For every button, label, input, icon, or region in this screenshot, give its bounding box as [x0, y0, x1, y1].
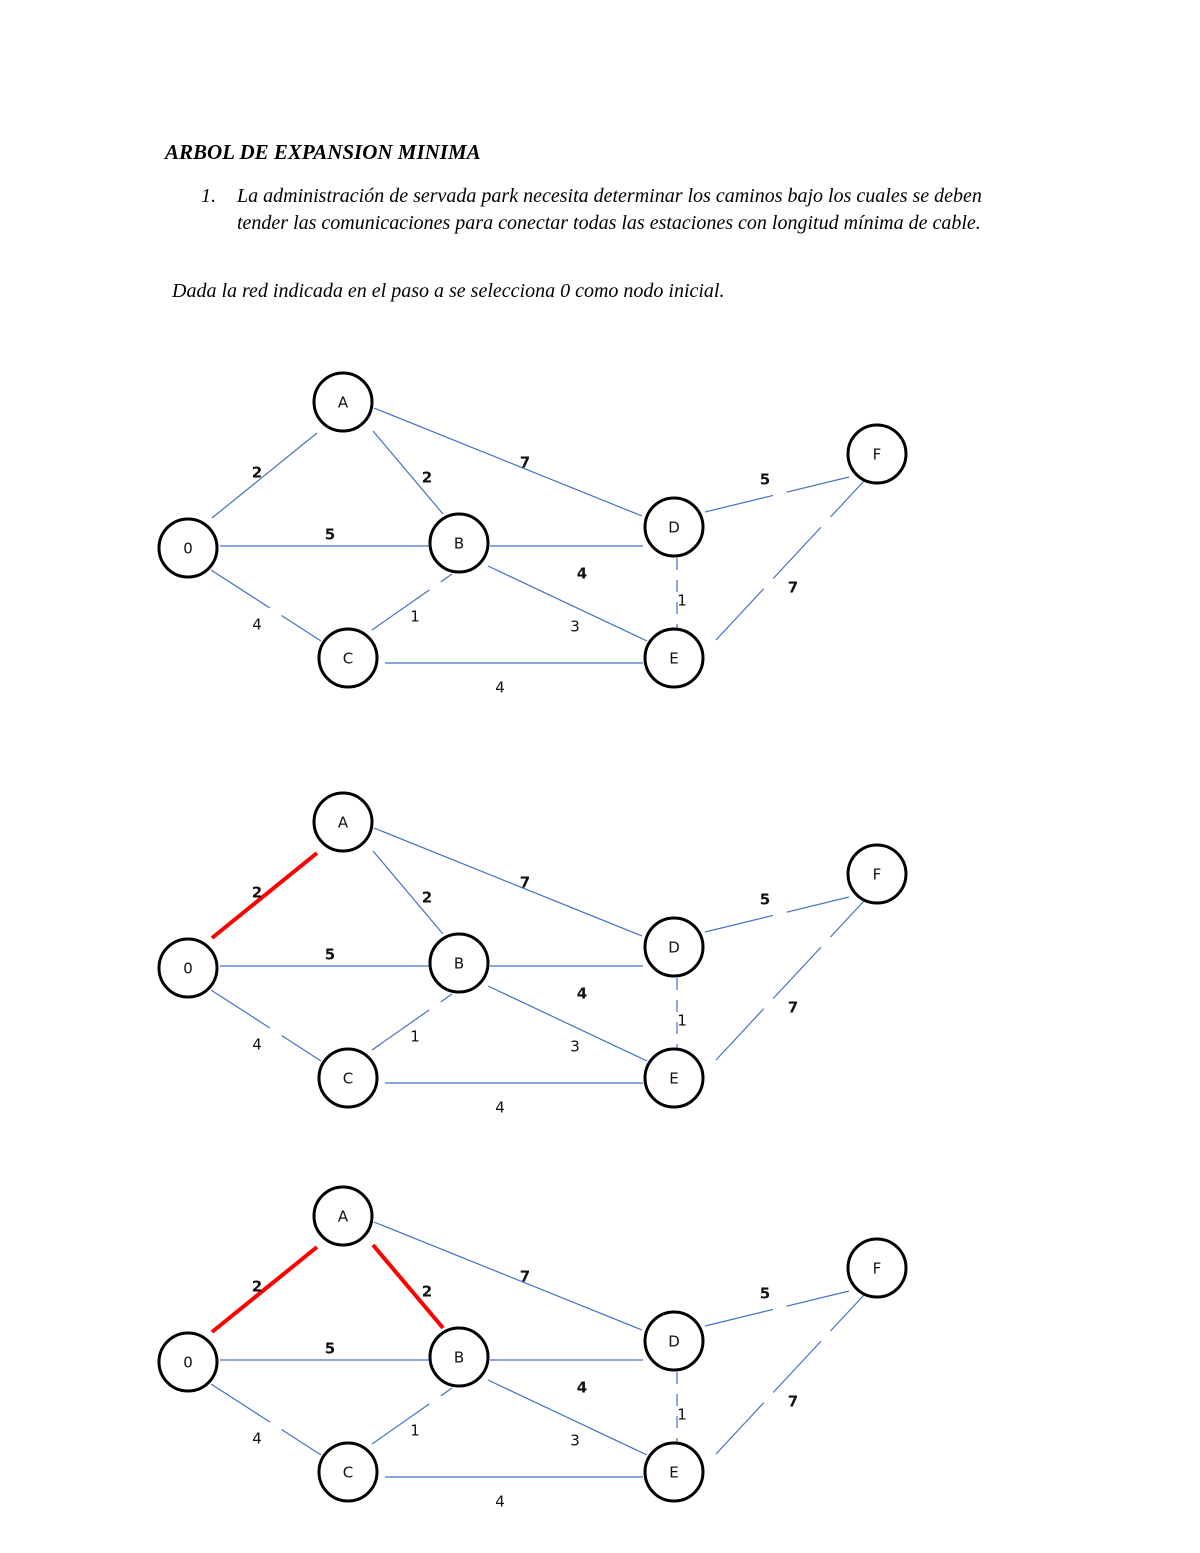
edge-weight-label: 1 [410, 1027, 420, 1046]
item-text: La administración de servada park necesita determinar los caminos bajo los cuales se deben tender las comunicaciones para conectar todas las estaciones con longitud mínima de cable. [237, 185, 982, 234]
edge-b-to-e [488, 566, 647, 641]
edge-weight-label: 4 [252, 1035, 262, 1054]
node-label: F [872, 1259, 882, 1278]
edge-weight-label: 4 [576, 984, 588, 1003]
edge-b-to-e [488, 1380, 647, 1455]
edge-0-to-c [211, 570, 321, 641]
edge-weight-label: 5 [324, 525, 336, 544]
node-label: A [337, 393, 349, 412]
network-diagram-step-1 [0, 360, 1200, 720]
edge-weight-label: 5 [759, 890, 771, 909]
edge-weight-label: 7 [787, 1392, 799, 1411]
node-label: E [669, 1463, 679, 1482]
edge-a-to-b [373, 1245, 443, 1328]
edge-weight-label: 4 [252, 1429, 262, 1448]
edge-a-to-b [373, 851, 443, 934]
numbered-item [201, 183, 1031, 237]
edge-0-to-c [211, 990, 321, 1061]
node-label: 0 [183, 1353, 193, 1372]
edge-weight-label: 4 [495, 1492, 505, 1511]
node-label: D [668, 1332, 680, 1351]
edge-weight-label: 2 [251, 463, 263, 482]
edge-weight-label: 4 [576, 564, 588, 583]
node-label: D [668, 938, 680, 957]
node-label: A [337, 1207, 349, 1226]
node-label: E [669, 1069, 679, 1088]
edge-weight-label: 1 [677, 591, 687, 610]
edge-a-to-d [374, 828, 642, 936]
edge-0-to-a [212, 1247, 317, 1332]
edge-weight-label: 1 [677, 1011, 687, 1030]
edge-weight-label: 2 [251, 1277, 263, 1296]
edge-weight-label: 2 [421, 468, 433, 487]
document-title: ARBOL DE EXPANSION MINIMA [165, 140, 481, 164]
node-label: E [669, 649, 679, 668]
node-label: 0 [183, 539, 193, 558]
item-number: 1. [201, 185, 216, 207]
network-diagram-step-2 [0, 780, 1200, 1140]
edge-a-to-b [373, 431, 443, 514]
intro-text: Dada la red indicada en el paso a se selecciona 0 como nodo inicial. [172, 280, 725, 302]
edge-0-to-a [212, 853, 317, 938]
edge-weight-label: 7 [519, 1267, 531, 1286]
node-label: 0 [183, 959, 193, 978]
node-label: B [453, 1348, 465, 1367]
node-label: F [872, 445, 882, 464]
edge-weight-label: 5 [324, 1339, 336, 1358]
edge-weight-label: 5 [324, 945, 336, 964]
edge-a-to-d [374, 1222, 642, 1330]
edge-weight-label: 7 [519, 453, 531, 472]
edge-weight-label: 7 [519, 873, 531, 892]
edge-0-to-a [212, 433, 317, 518]
edge-a-to-d [374, 408, 642, 516]
edge-0-to-c [211, 1384, 321, 1455]
node-label: C [342, 1463, 354, 1482]
node-label: C [342, 1069, 354, 1088]
edge-weight-label: 4 [495, 678, 505, 697]
edge-weight-label: 1 [677, 1405, 687, 1424]
edge-weight-label: 7 [787, 578, 799, 597]
node-label: B [453, 954, 465, 973]
edge-e-to-f [716, 481, 864, 640]
edge-weight-label: 2 [421, 1282, 433, 1301]
edge-weight-label: 5 [759, 470, 771, 489]
edge-weight-label: 3 [570, 1431, 580, 1450]
edge-weight-label: 4 [252, 615, 262, 634]
edge-b-to-e [488, 986, 647, 1061]
edge-weight-label: 3 [570, 617, 580, 636]
edge-weight-label: 4 [576, 1378, 588, 1397]
edge-d-to-f [705, 897, 849, 932]
node-label: C [342, 649, 354, 668]
node-label: F [872, 865, 882, 884]
edge-weight-label: 1 [410, 1421, 420, 1440]
edge-d-to-f [705, 477, 849, 512]
edge-e-to-f [716, 1295, 864, 1454]
edge-weight-label: 2 [251, 883, 263, 902]
node-label: A [337, 813, 349, 832]
edge-d-to-f [705, 1291, 849, 1326]
edge-weight-label: 4 [495, 1098, 505, 1117]
node-label: B [453, 534, 465, 553]
node-label: D [668, 518, 680, 537]
edge-weight-label: 7 [787, 998, 799, 1017]
edge-e-to-f [716, 901, 864, 1060]
edge-weight-label: 2 [421, 888, 433, 907]
network-diagram-step-3 [0, 1174, 1200, 1534]
edge-weight-label: 1 [410, 607, 420, 626]
edge-weight-label: 5 [759, 1284, 771, 1303]
edge-weight-label: 3 [570, 1037, 580, 1056]
